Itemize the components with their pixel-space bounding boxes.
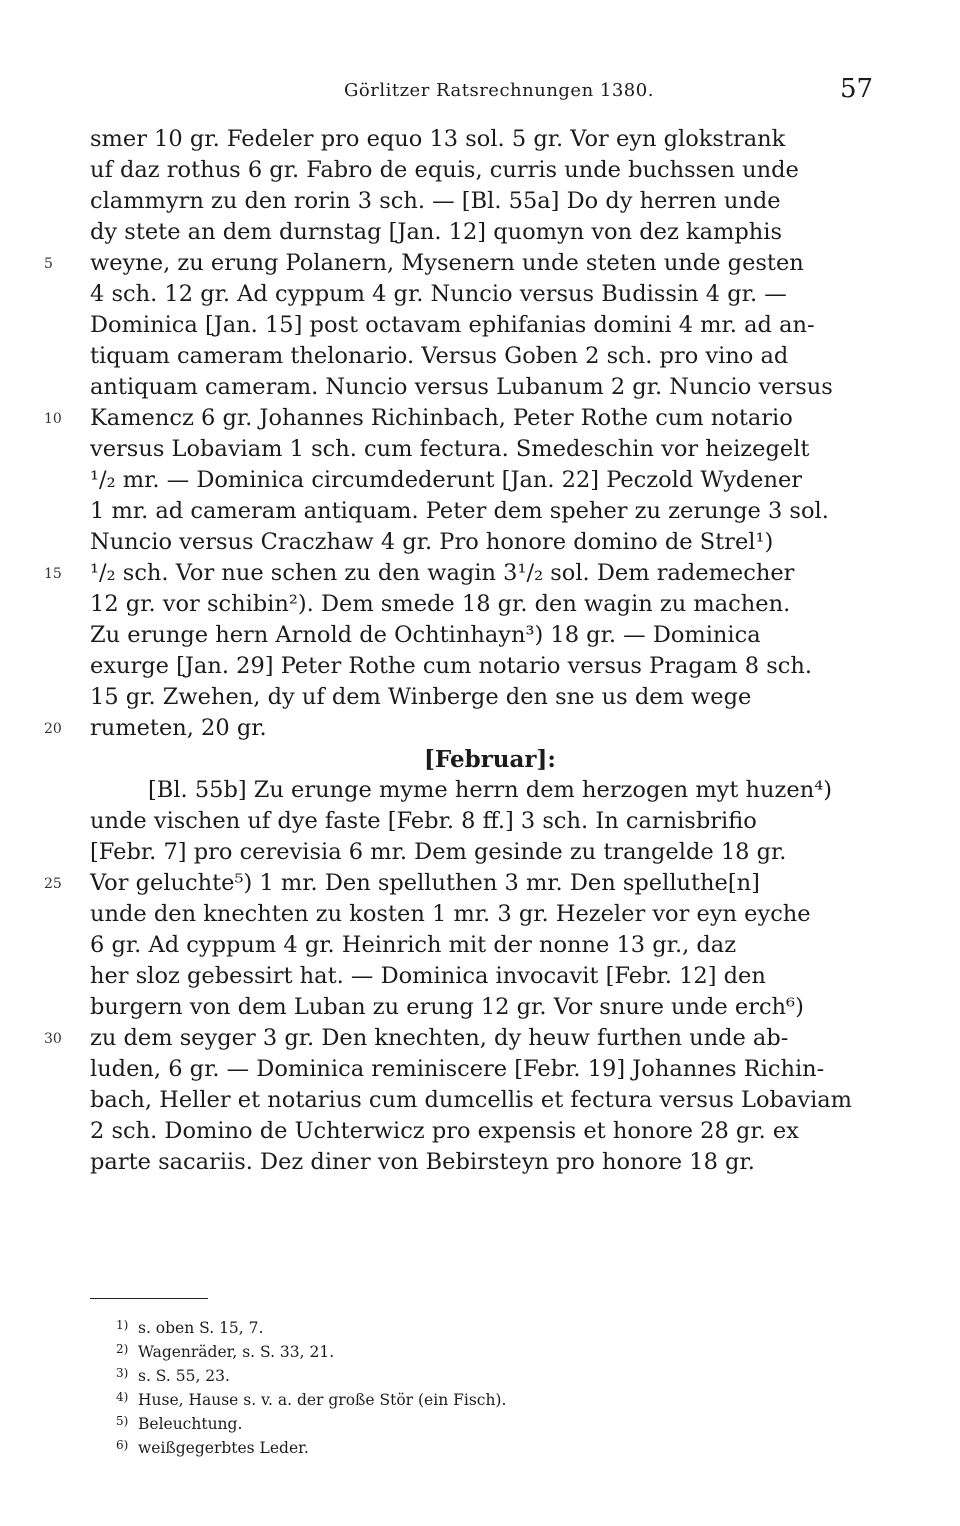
text-line <box>0 806 960 837</box>
line-text: rumeten, 20 gr. <box>90 715 267 741</box>
text-line <box>0 651 960 682</box>
line-number: 30 <box>44 1031 62 1047</box>
line-text: unde den knechten zu kosten 1 mr. 3 gr. Hezeler vor eyn eyche <box>90 901 811 927</box>
text-line <box>0 868 960 899</box>
footnote-text: weißgegerbtes Leder. <box>138 1439 309 1457</box>
text-line <box>0 372 960 403</box>
line-number: 20 <box>44 721 62 737</box>
footnote <box>116 1316 506 1340</box>
footnote-mark: 3) <box>116 1366 129 1380</box>
line-text: parte sacariis. Dez diner von Bebirsteyn pro honore 18 gr. <box>90 1149 755 1175</box>
line-text: antiquam cameram. Nuncio versus Lubanum 2 gr. Nuncio versus <box>90 374 833 400</box>
line-text: weyne, zu erung Polanern, Mysenern unde steten unde gesten <box>90 250 804 276</box>
line-text: burgern von dem Luban zu erung 12 gr. Vor snure unde erch⁶) <box>90 994 804 1020</box>
text-line <box>0 341 960 372</box>
text-line <box>0 403 960 434</box>
footnote <box>116 1364 506 1388</box>
running-head <box>0 72 960 112</box>
text-line <box>0 992 960 1023</box>
line-text: smer 10 gr. Fedeler pro equo 13 sol. 5 gr. Vor eyn glokstrank <box>90 126 786 152</box>
text-line <box>0 620 960 651</box>
text-line <box>0 961 960 992</box>
text-line <box>0 1085 960 1116</box>
footnote-mark: 2) <box>116 1342 129 1356</box>
line-text: luden, 6 gr. — Dominica reminiscere [Febr. 19] Johannes Richin- <box>90 1056 825 1082</box>
line-number: 5 <box>44 256 53 272</box>
footnote-mark: 6) <box>116 1438 129 1452</box>
text-line <box>0 837 960 868</box>
line-number: 10 <box>44 411 62 427</box>
text-line <box>0 124 960 155</box>
text-line <box>0 527 960 558</box>
line-number: 25 <box>44 876 62 892</box>
text-line <box>0 186 960 217</box>
footnote-mark: 1) <box>116 1318 129 1332</box>
line-text: Zu erunge hern Arnold de Ochtinhayn³) 18 gr. — Dominica <box>90 622 761 648</box>
line-number: 15 <box>44 566 62 582</box>
footnote-text: Wagenräder, s. S. 33, 21. <box>138 1343 335 1361</box>
line-text: 4 sch. 12 gr. Ad cyppum 4 gr. Nuncio versus Budissin 4 gr. — <box>90 281 787 307</box>
line-text: unde vischen uf dye faste [Febr. 8 ff.] 3 sch. In carnisbrifio <box>90 808 757 834</box>
page-number: 57 <box>840 74 874 104</box>
footnote-mark: 5) <box>116 1414 129 1428</box>
footnote-text: s. S. 55, 23. <box>138 1367 230 1385</box>
text-line <box>0 930 960 961</box>
text-line <box>0 248 960 279</box>
text-line <box>0 1054 960 1085</box>
footnote <box>116 1340 506 1364</box>
line-text: Nuncio versus Craczhaw 4 gr. Pro honore domino de Strel¹) <box>90 529 774 555</box>
footnote <box>116 1436 506 1460</box>
line-text: uf daz rothus 6 gr. Fabro de equis, curris unde buchssen unde <box>90 157 799 183</box>
line-text: 15 gr. Zwehen, dy uf dem Winberge den sne us dem wege <box>90 684 752 710</box>
text-line <box>0 899 960 930</box>
footnote <box>116 1388 506 1412</box>
text-line <box>0 1147 960 1178</box>
text-line <box>0 217 960 248</box>
running-head-title: Görlitzer Ratsrechnungen 1380. <box>344 80 654 101</box>
line-text: bach, Heller et notarius cum dumcellis et fectura versus Lobaviam <box>90 1087 853 1113</box>
text-line <box>0 775 960 806</box>
line-text: Dominica [Jan. 15] post octavam ephifanias domini 4 mr. ad an- <box>90 312 815 338</box>
line-text: 1 mr. ad cameram antiquam. Peter dem speher zu zerunge 3 sol. <box>90 498 829 524</box>
section-heading <box>0 744 960 775</box>
main-text <box>0 124 960 1178</box>
text-line <box>0 279 960 310</box>
line-text: her sloz gebessirt hat. — Dominica invocavit [Febr. 12] den <box>90 963 766 989</box>
line-text: tiquam cameram thelonario. Versus Goben 2 sch. pro vino ad <box>90 343 789 369</box>
line-text: ¹/₂ mr. — Dominica circumdederunt [Jan. 22] Peczold Wydener <box>90 467 803 493</box>
footnote-text: Huse, Hause s. v. a. der große Stör (ein Fisch). <box>138 1391 507 1409</box>
text-line <box>0 434 960 465</box>
line-text: zu dem seyger 3 gr. Den knechten, dy heuw furthen unde ab- <box>90 1025 789 1051</box>
footnote-text: Beleuchtung. <box>138 1415 243 1433</box>
text-line <box>0 465 960 496</box>
line-text: Kamencz 6 gr. Johannes Richinbach, Peter Rothe cum notario <box>90 405 793 431</box>
line-text: exurge [Jan. 29] Peter Rothe cum notario versus Pragam 8 sch. <box>90 653 812 679</box>
line-text: 12 gr. vor schibin²). Dem smede 18 gr. den wagin zu machen. <box>90 591 791 617</box>
footnote <box>116 1412 506 1436</box>
line-text: 2 sch. Domino de Uchterwicz pro expensis et honore 28 gr. ex <box>90 1118 799 1144</box>
text-line <box>0 1023 960 1054</box>
text-line <box>0 155 960 186</box>
line-text: ¹/₂ sch. Vor nue schen zu den wagin 3¹/₂ sol. Dem rademecher <box>90 560 795 586</box>
line-text: [Februar]: <box>424 746 556 773</box>
text-line <box>0 589 960 620</box>
line-text: [Febr. 7] pro cerevisia 6 mr. Dem gesinde zu trangelde 18 gr. <box>90 839 787 865</box>
line-text: clammyrn zu den rorin 3 sch. — [Bl. 55a] Do dy herren unde <box>90 188 781 214</box>
line-text: Vor geluchte⁵) 1 mr. Den spelluthen 3 mr. Den spelluthe[n] <box>90 870 760 896</box>
text-line <box>0 682 960 713</box>
footnote-mark: 4) <box>116 1390 129 1404</box>
text-line <box>0 713 960 744</box>
text-line <box>0 310 960 341</box>
text-line <box>0 496 960 527</box>
line-text: [Bl. 55b] Zu erunge myme herrn dem herzogen myt huzen⁴) <box>148 777 832 803</box>
text-line <box>0 1116 960 1147</box>
footnote-text: s. oben S. 15, 7. <box>138 1319 264 1337</box>
text-line <box>0 558 960 589</box>
footnote-rule <box>90 1298 208 1299</box>
footnotes <box>116 1316 506 1460</box>
line-text: 6 gr. Ad cyppum 4 gr. Heinrich mit der nonne 13 gr., daz <box>90 932 737 958</box>
line-text: dy stete an dem durnstag [Jan. 12] quomyn von dez kamphis <box>90 219 782 245</box>
line-text: versus Lobaviam 1 sch. cum fectura. Smedeschin vor heizegelt <box>90 436 810 462</box>
